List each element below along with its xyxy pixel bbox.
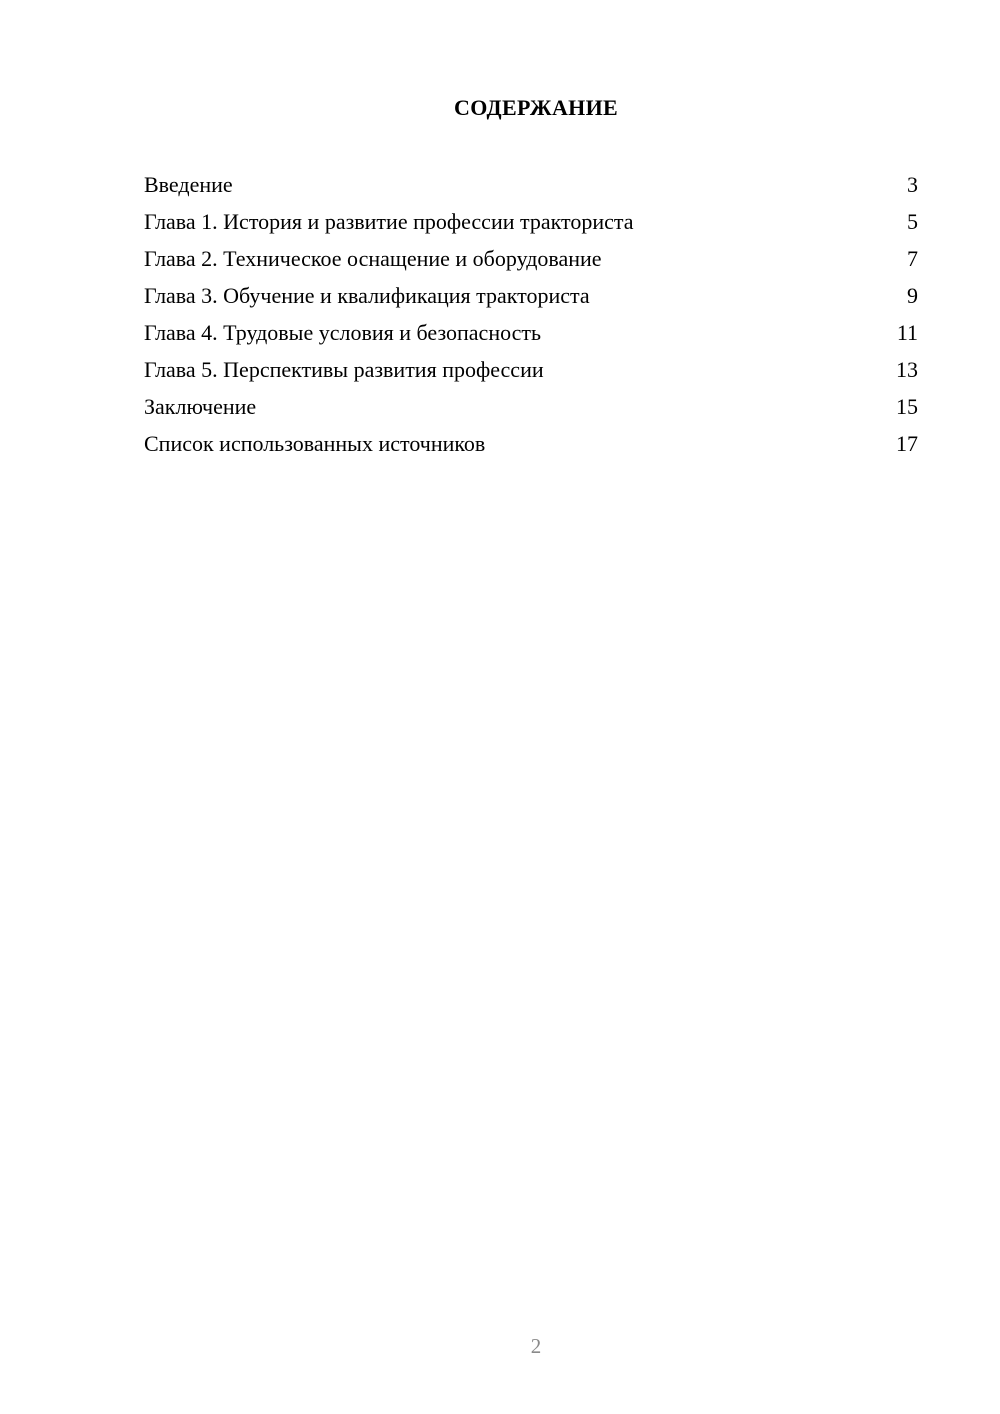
toc-entry-page: 3 bbox=[907, 172, 918, 197]
page-number: 2 bbox=[530, 1334, 542, 1358]
toc-entry-label: Глава 3. Обучение и квалификация тракториста bbox=[144, 283, 590, 308]
toc-entry-chapter-2 bbox=[144, 244, 918, 281]
toc-entry-chapter-1 bbox=[144, 207, 918, 244]
toc-entry-page: 13 bbox=[896, 357, 918, 382]
table-of-contents bbox=[144, 170, 918, 466]
toc-entry-page: 9 bbox=[907, 283, 918, 308]
toc-entry-introduction bbox=[144, 170, 918, 207]
toc-entry-label: Глава 2. Техническое оснащение и оборудование bbox=[144, 246, 602, 271]
toc-entry-page: 17 bbox=[896, 431, 918, 456]
toc-entry-label: Глава 1. История и развитие профессии тракториста bbox=[144, 209, 634, 234]
toc-entry-label: Глава 5. Перспективы развития профессии bbox=[144, 357, 544, 382]
toc-entry-page: 11 bbox=[896, 320, 918, 345]
toc-title: СОДЕРЖАНИЕ bbox=[454, 95, 618, 120]
toc-entry-page: 7 bbox=[907, 246, 918, 271]
toc-entry-references bbox=[144, 429, 918, 466]
toc-entry-chapter-3 bbox=[144, 281, 918, 318]
toc-entry-page: 15 bbox=[896, 394, 918, 419]
toc-entry-conclusion bbox=[144, 392, 918, 429]
toc-entry-label: Заключение bbox=[144, 394, 257, 419]
toc-entry-label: Введение bbox=[144, 172, 233, 197]
toc-entry-label: Глава 4. Трудовые условия и безопасность bbox=[144, 320, 542, 345]
toc-entry-page: 5 bbox=[907, 209, 918, 234]
toc-entry-label: Список использованных источников bbox=[144, 431, 486, 456]
toc-entry-chapter-4 bbox=[144, 318, 918, 355]
toc-entry-chapter-5 bbox=[144, 355, 918, 392]
